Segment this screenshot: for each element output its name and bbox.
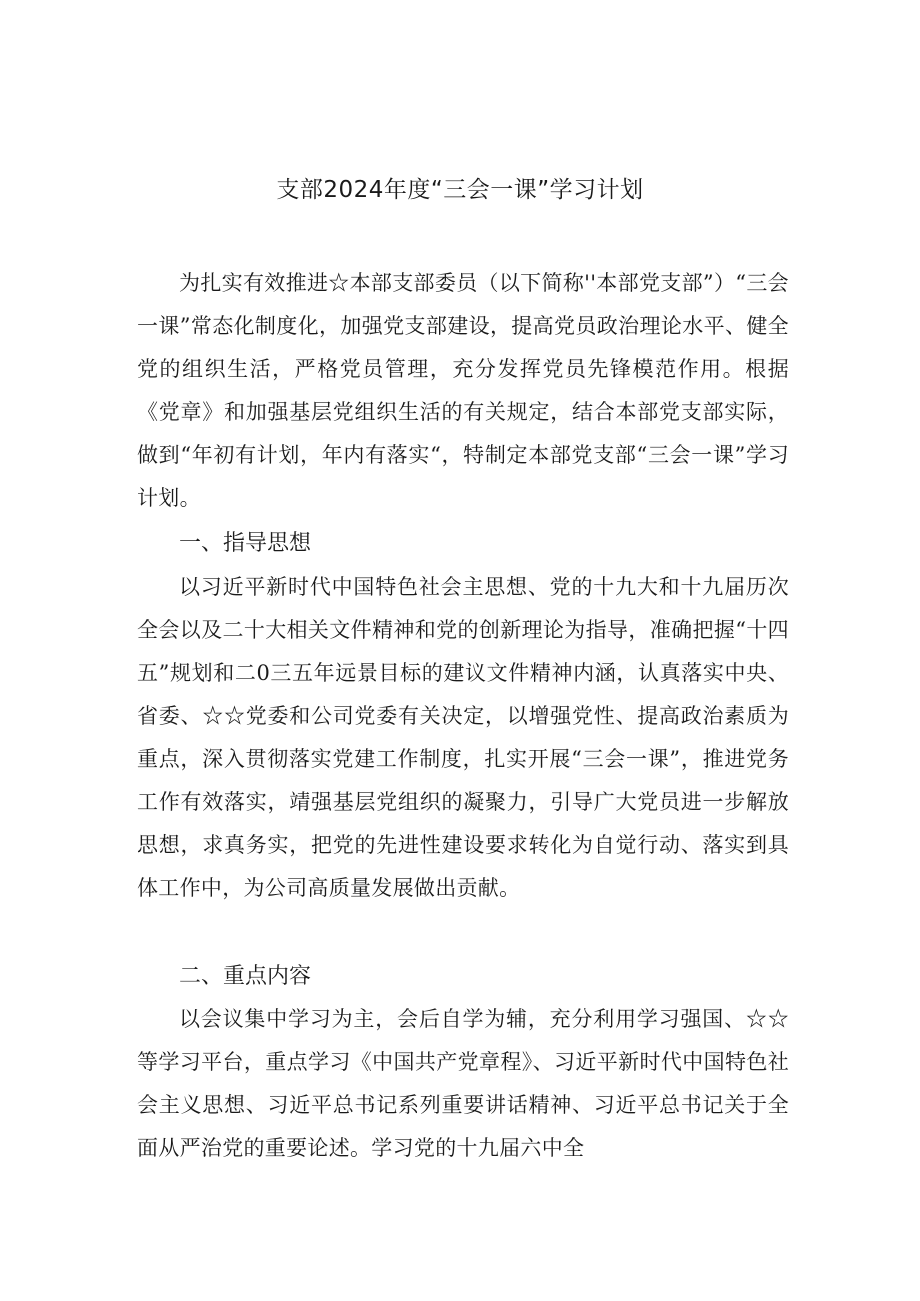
section-2-heading-block [137, 955, 789, 998]
document-title: 支部2024年度“三会一课”学习计划 [276, 177, 644, 203]
section-2-body-block [137, 998, 789, 1170]
section-paragraph-guiding-ideology: 以习近平新时代中国特色社会主思想、党的十九大和十九届历次全会以及二十大相关文件精神和党的创新理论为指导，准确把握“十四五”规划和二0三五年远景目标的建议文件精神内涵，认真落实中央、省委、☆☆党委和公司党委有关决定，以增强党性、提高政治素质为重点，深入贯彻落实党建工作制度，扎实开展“三会一课”，推进党务工作有效落实，靖强基层党组织的凝聚力，引导广大党员进一步解放思想，求真务实，把党的先进性建设要求转化为自觉行动、落实到具体工作中，为公司高质量发展做出贡献。 [137, 575, 789, 900]
intro-paragraph: 为扎实有效推进☆本部支部委员（以下简称''本部党支部”）“三会一课”常态化制度化，加强党支部建设，提高党员政治理论水平、健全党的组织生活，严格党员管理，充分发挥党员先锋模范作用。根据《党章》和加强基层党组织生活的有关规定，结合本部党支部实际，做到“年初有计划，年内有落实“，特制定本部党支部“三会一课”学习计划。 [137, 271, 789, 510]
section-1-heading-block [137, 522, 789, 565]
section-heading-key-content: 二、重点内容 [179, 964, 312, 989]
section-heading-guiding-ideology: 一、指导思想 [179, 531, 312, 556]
section-1-body-block [137, 566, 789, 910]
section-paragraph-key-content: 以会议集中学习为主，会后自学为辅，充分利用学习强国、☆☆等学习平台，重点学习《中国共产党章程》、习近平新时代中国特色社会主义思想、习近平总书记系列重要讲话精神、习近平总书记关于全面从严治党的重要论述。学习党的十九届六中全 [137, 1007, 789, 1160]
intro-block [137, 262, 789, 520]
